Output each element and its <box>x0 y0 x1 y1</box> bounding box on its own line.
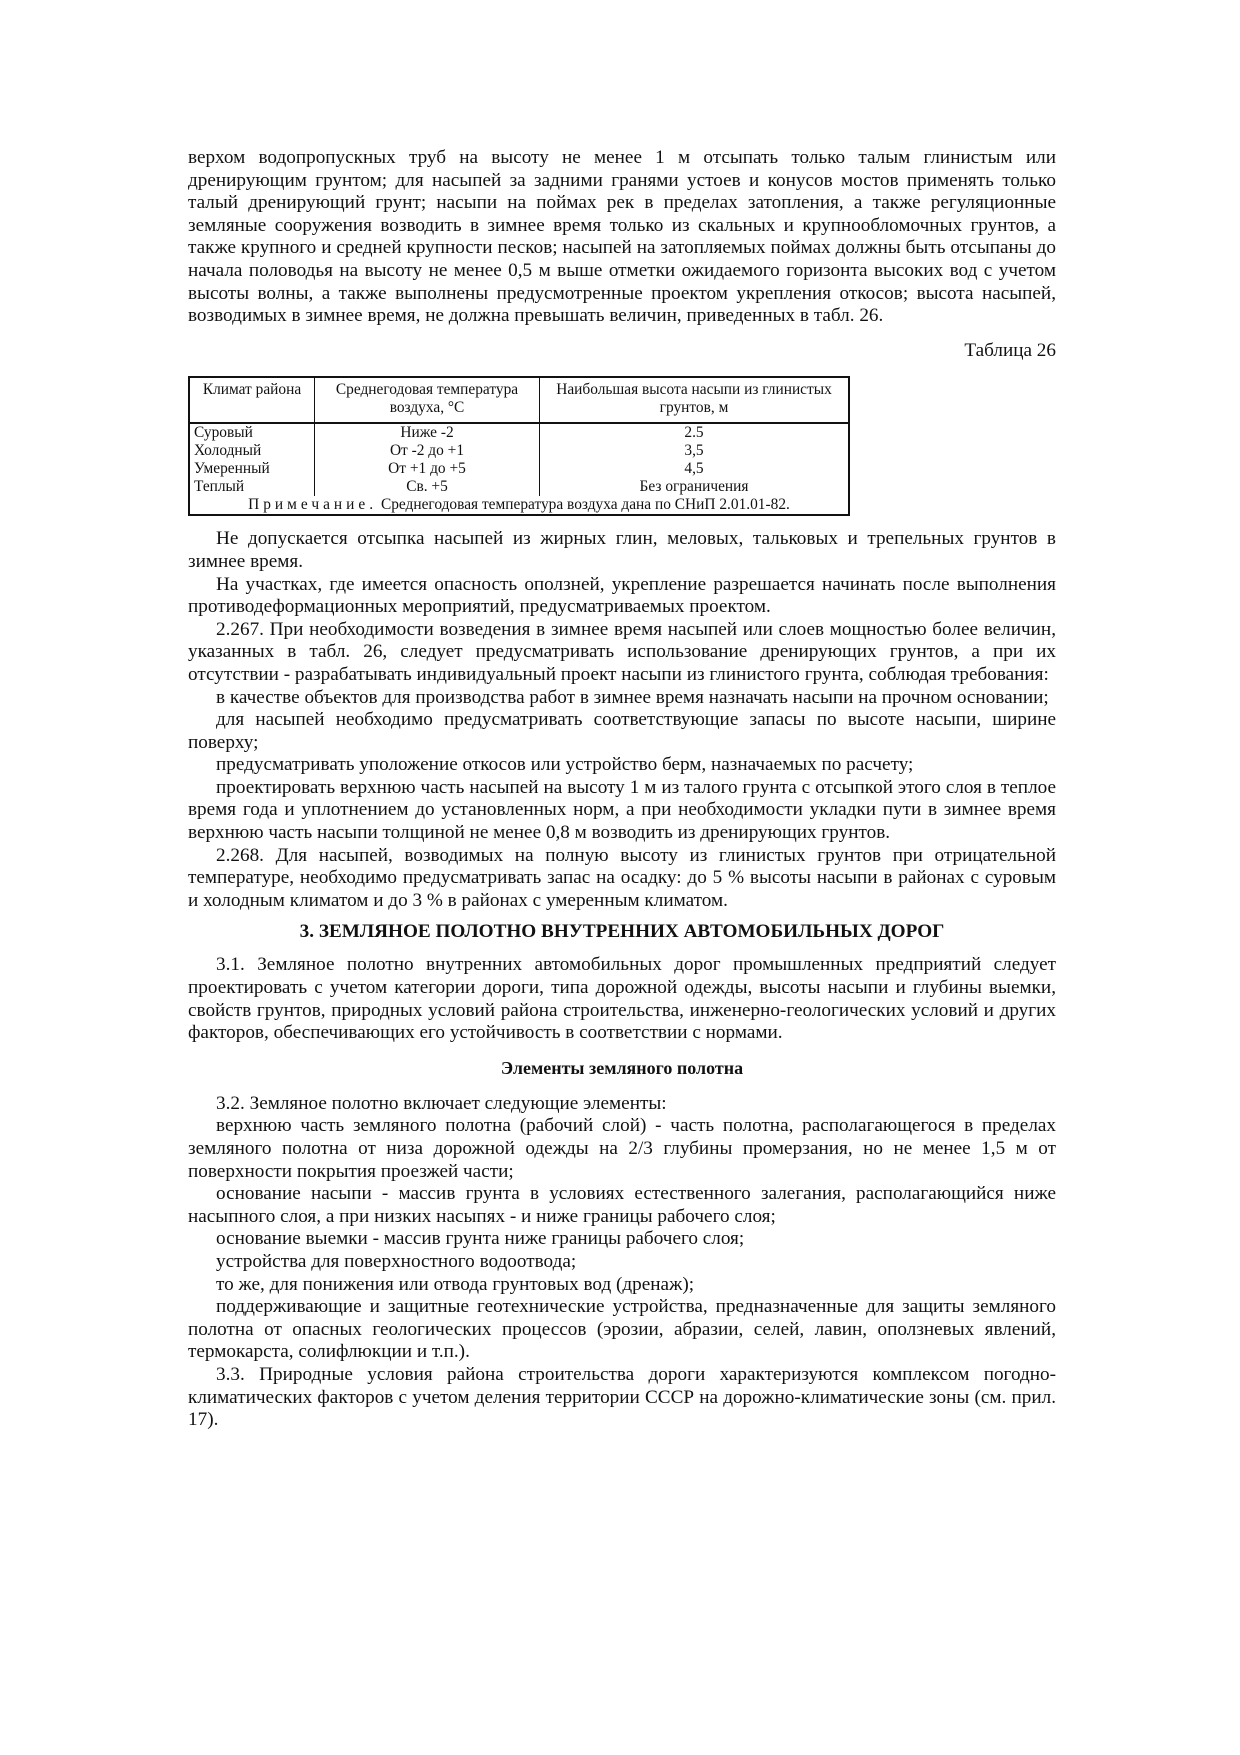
cell-height: Без ограничения <box>540 478 850 496</box>
cell-temperature: Св. +5 <box>315 478 540 496</box>
table-caption: Таблица 26 <box>964 339 1056 361</box>
table-row <box>189 442 849 460</box>
intro-paragraph: верхом водопропускных труб на высоту не менее 1 м отсыпать только талым глинистым или дренирующим грунтом; для насыпей за задними гранями устоев и конусов мостов применять только талый дренирующий грунт; насыпи на поймах рек в пределах затопления, а также регуляционные земляные сооружения возводить в зимнее время только из скальных и крупнообломочных грунтов, а также крупного и средней крупности песков; насыпей на затопляемых поймах должны быть отсыпаны до начала половодья на высоту не менее 0,5 м выше отметки ожидаемого горизонта высоких вод с учетом высоты волны, а также выполнены предусмотренные проектом укрепления откосов; высота насыпей, возводимых в зимнее время, не должна превышать величин, приведенных в табл. 26. <box>188 147 1056 327</box>
cell-height: 4,5 <box>540 460 850 478</box>
document-page <box>188 147 1056 1432</box>
paragraph: предусматривать уположение откосов или устройство берм, назначаемых по расчету; <box>216 754 914 776</box>
paragraph: в качестве объектов для производства работ в зимнее время назначать насыпи на прочном основании; <box>216 686 1049 708</box>
header-climate: Климат района <box>189 377 315 423</box>
note-text: Среднегодовая температура воздуха дана по СНиП 2.01.01-82. <box>380 496 790 514</box>
header-temperature: Среднегодовая температура воздуха, °С <box>315 377 540 423</box>
paragraph: проектировать верхнюю часть насыпей на высоту 1 м из талого грунта с отсыпкой этого слоя в теплое время года и уплотнением до установленных норм, а при необходимости укладки пути в зимнее время верхнюю часть насыпи толщиной не менее 0,8 м возводить из дренирующих грунтов. <box>188 776 1056 844</box>
subsection-title: Элементы земляного полотна <box>500 1057 744 1078</box>
paragraph: основание насыпи - массив грунта в условиях естественного залегания, располагающийся ниже насыпного слоя, а при низких насыпях - и ниже границы рабочего слоя; <box>188 1183 1056 1227</box>
table-note <box>189 496 849 515</box>
section-title: 3. ЗЕМЛЯНОЕ ПОЛОТНО ВНУТРЕННИХ АВТОМОБИЛЬНЫХ ДОРОГ <box>299 921 945 943</box>
paragraph: основание выемки - массив грунта ниже границы рабочего слоя; <box>216 1228 745 1250</box>
paragraph: 3.3. Природные условия района строительства дороги характеризуются комплексом погодно-климатических факторов с учетом деления территории СССР на дорожно-климатические зоны (см. прил. 17). <box>188 1363 1056 1431</box>
paragraph: поддерживающие и защитные геотехнические устройства, предназначенные для защиты земляного полотна от опасных геологических процессов (эрозии, абразии, селей, лавин, оползневых явлений, термокарста, солифлюкции и т.п.). <box>188 1296 1056 1363</box>
table-row <box>189 423 849 442</box>
cell-temperature: Ниже -2 <box>315 423 540 442</box>
note-label: Примечание. <box>248 496 378 514</box>
paragraph: то же, для понижения или отвода грунтовых вод (дренаж); <box>216 1273 695 1295</box>
paragraph: для насыпей необходимо предусматривать соответствующие запасы по высоте насыпи, ширине поверху; <box>188 709 1056 753</box>
paragraph: На участках, где имеется опасность оползней, укрепление разрешается начинать после выполнения противодеформационных мероприятий, предусматриваемых проектом. <box>188 573 1056 618</box>
paragraph: устройства для поверхностного водоотвода; <box>216 1250 577 1272</box>
table-row <box>189 478 849 496</box>
cell-temperature: От +1 до +5 <box>315 460 540 478</box>
paragraph: 2.267. При необходимости возведения в зимнее время насыпей или слоев мощностью более величин, указанных в табл. 26, следует предусматривать использование дренирующих грунтов, а при их отсутствии - разрабатывать индивидуальный проект насыпи из глинистого грунта, соблюдая требования: <box>188 618 1056 685</box>
cell-height: 3,5 <box>540 442 850 460</box>
header-height: Наибольшая высота насыпи из глинистых грунтов, м <box>540 377 850 423</box>
table-26 <box>188 376 850 516</box>
table-note-row <box>189 496 849 515</box>
cell-climate: Суровый <box>189 423 315 442</box>
cell-climate: Холодный <box>189 442 315 460</box>
paragraph: 2.268. Для насыпей, возводимых на полную высоту из глинистых грунтов при отрицательной температуре, необходимо предусматривать запас на осадку: до 5 % высоты насыпи в районах с суровым и холодным климатом и до 3 % в районах с умеренным климатом. <box>188 844 1056 911</box>
cell-height: 2.5 <box>540 423 850 442</box>
cell-climate: Умеренный <box>189 460 315 478</box>
paragraph: верхнюю часть земляного полотна (рабочий слой) - часть полотна, располагающегося в пределах земляного полотна от низа дорожной одежды на 2/3 глубины промерзания, но не менее 1,5 м от поверхности покрытия проезжей части; <box>188 1115 1056 1182</box>
cell-temperature: От -2 до +1 <box>315 442 540 460</box>
paragraphs-a <box>188 528 1056 912</box>
paragraphs-b <box>188 1093 1056 1432</box>
paragraph: 3.2. Земляное полотно включает следующие элементы: <box>216 1092 667 1114</box>
paragraph: Не допускается отсыпка насыпей из жирных глин, меловых, тальковых и трепельных грунтов в зимнее время. <box>188 528 1056 572</box>
section-paragraph: 3.1. Земляное полотно внутренних автомобильных дорог промышленных предприятий следует проектировать с учетом категории дороги, типа дорожной одежды, высоты насыпи и глубины выемки, свойств грунтов, природных условий района строительства, инженерно-геологических условий и других факторов, обеспечивающих его устойчивость в соответствии с нормами. <box>188 954 1056 1044</box>
table-row <box>189 460 849 478</box>
table-header-row <box>189 377 849 423</box>
cell-climate: Теплый <box>189 478 315 496</box>
